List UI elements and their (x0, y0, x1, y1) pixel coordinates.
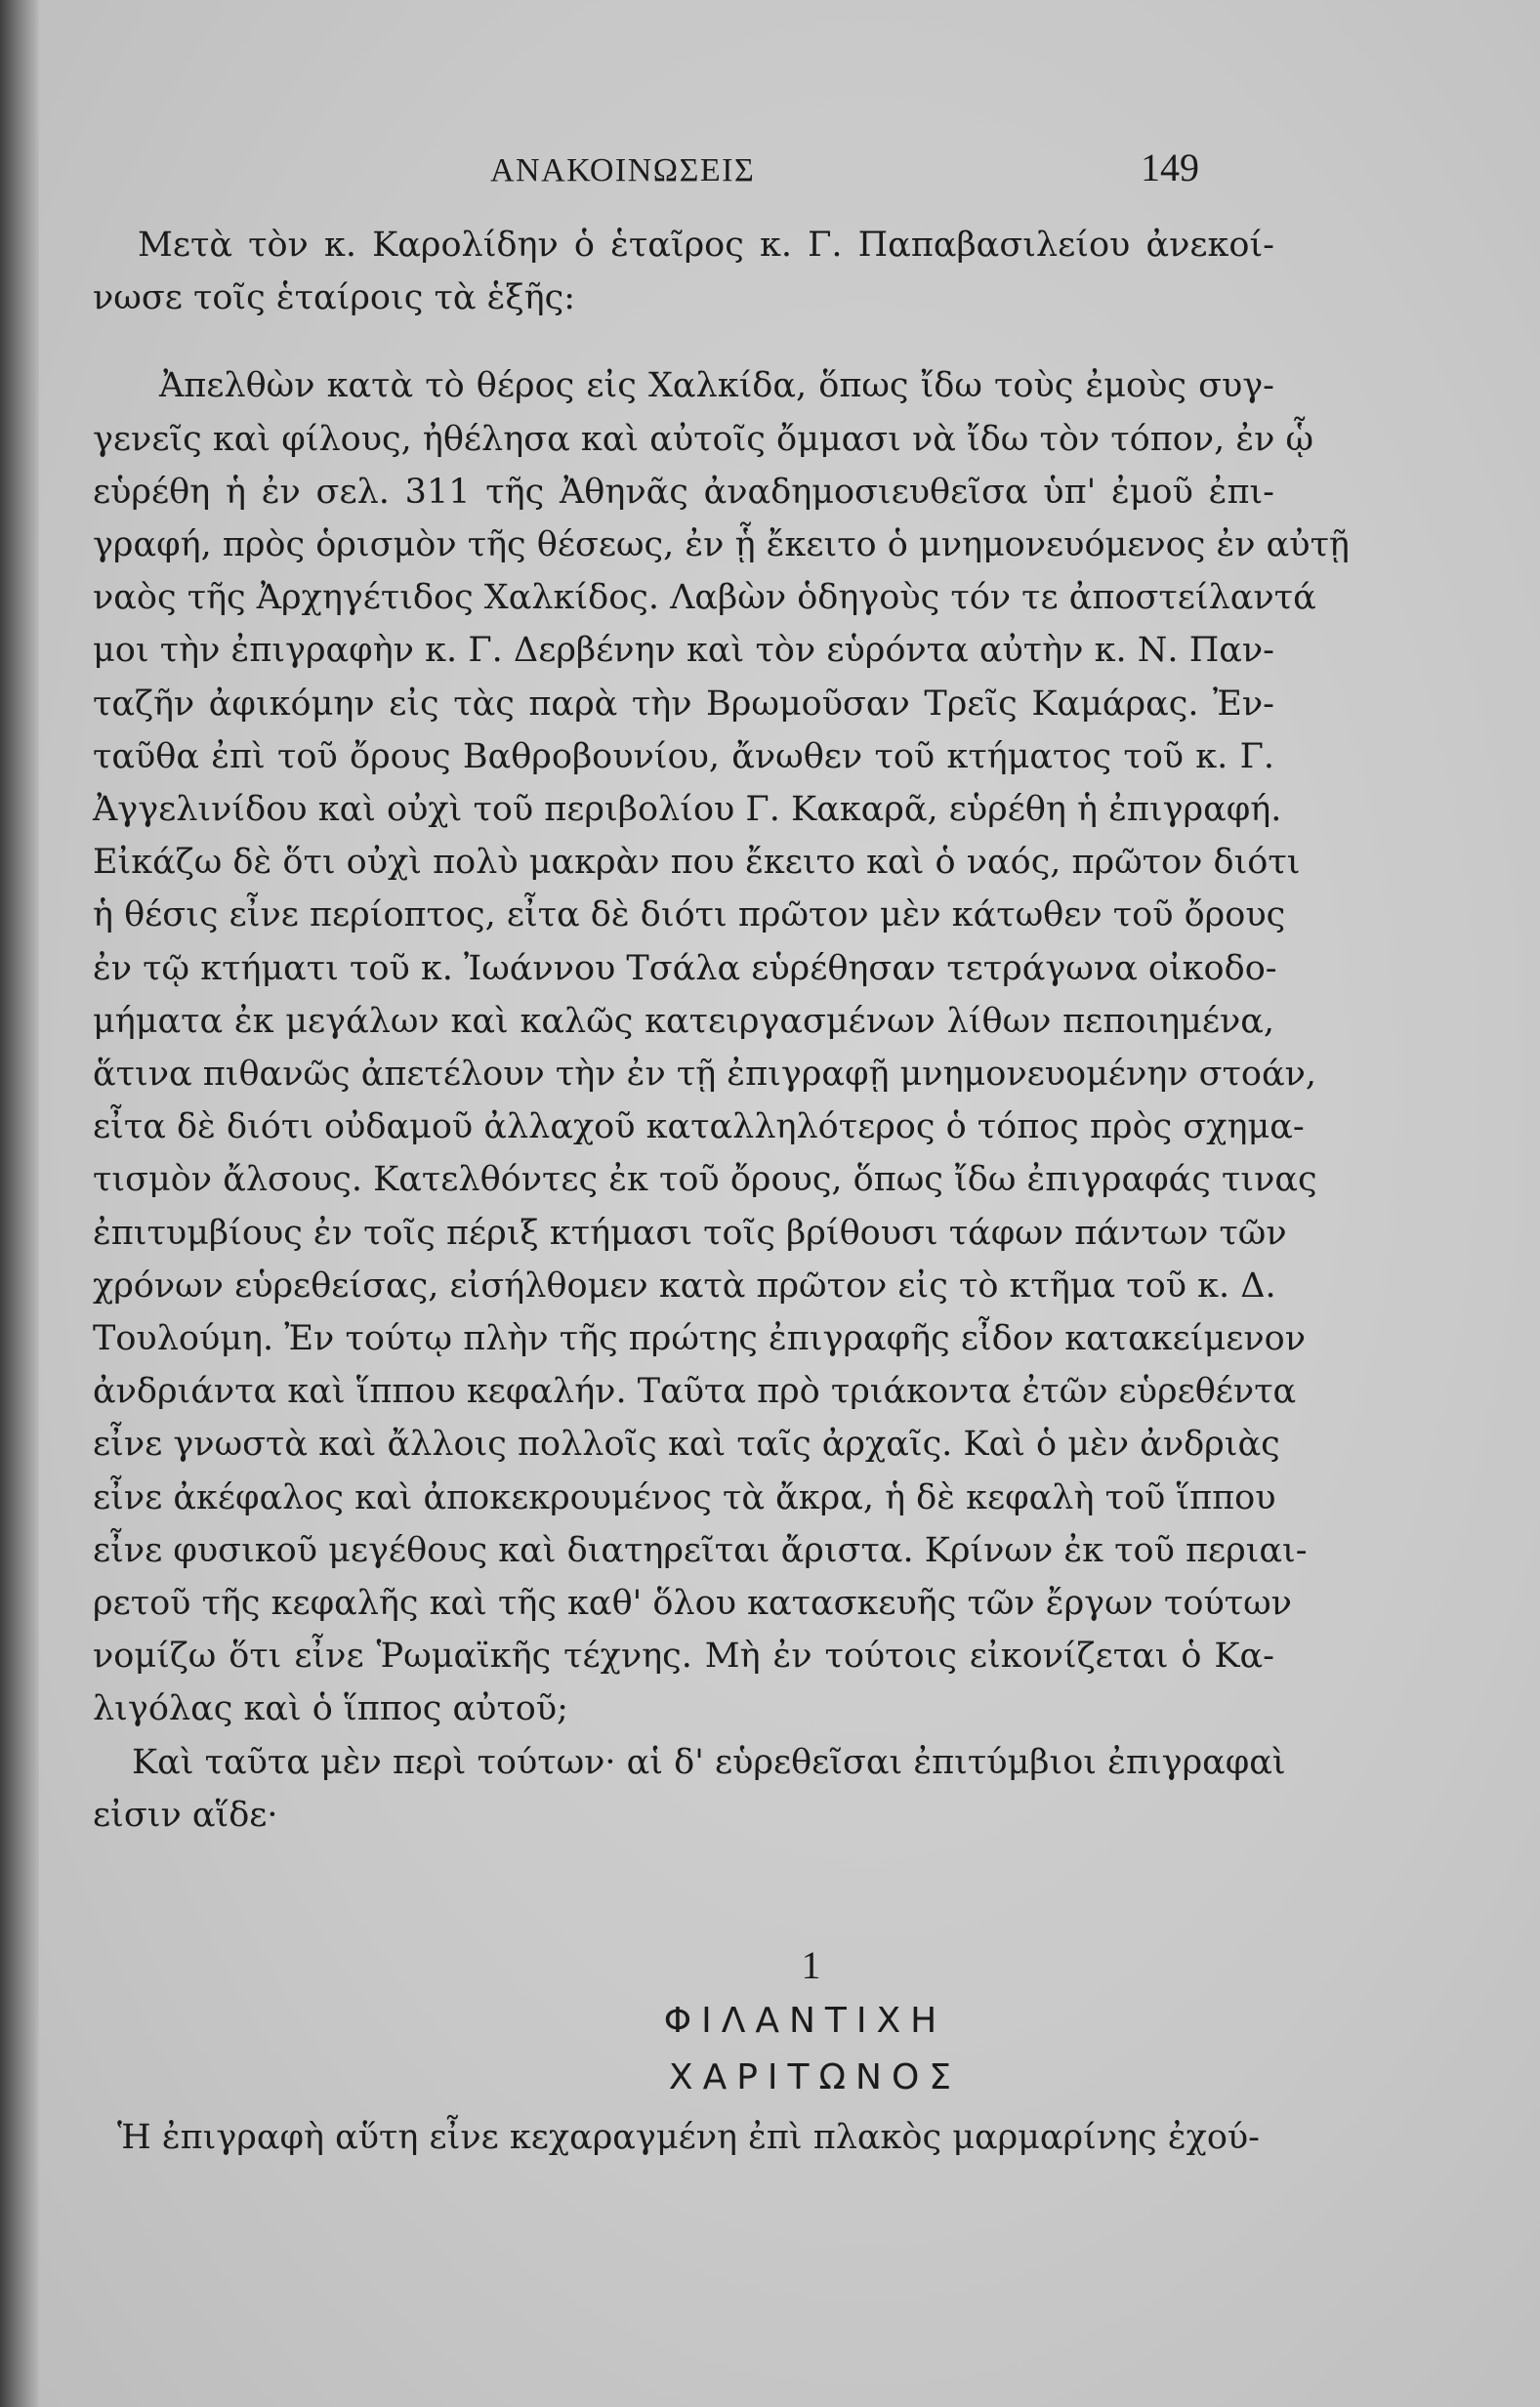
text-line: Ἀπελθὼν κατὰ τὸ θέρος εἰς Χαλκίδα, ὅπως ἴδω τοὺς ἐμοὺς συγ- (159, 366, 1274, 406)
paragraph-inscription-description (117, 2111, 1258, 2164)
inscription-block (39, 1938, 1540, 2106)
text-line: ἅτινα πιθανῶς ἀπετέλουν τὴν ἐν τῇ ἐπιγραφῇ μνημονευομένην στοάν, (93, 1055, 1317, 1095)
running-head-title: ΑΝΑΚΟΙΝΩΣΕΙΣ (490, 152, 756, 188)
text-line: τισμὸν ἄλσους. Κατελθόντες ἐκ τοῦ ὄρους, ὅπως ἴδω ἐπιγραφάς τινας (93, 1160, 1317, 1200)
text-line: Ἡ ἐπιγραφὴ αὕτη εἶνε κεχαραγμένη ἐπὶ πλακὸς μαρμαρίνης ἐχού- (117, 2118, 1260, 2157)
text-line: γενεῖς καὶ φίλους, ἠθέλησα καὶ αὐτοῖς ὄμμασι νὰ ἴδω τὸν τόπον, ἐν ᾧ (93, 419, 1314, 459)
text-line: Εἰκάζω δὲ ὅτι οὐχὶ πολὺ μακρὰν που ἔκειτο καὶ ὁ ναός, πρῶτον διότι (93, 843, 1301, 883)
text-line: ἐν τῷ κτήματι τοῦ κ. Ἰωάννου Τσάλα εὑρέθησαν τετράγωνα οἰκοδο- (93, 948, 1277, 988)
page-number: 149 (1141, 145, 1199, 189)
text-line: νωσε τοῖς ἑταίροις τὰ ἑξῆς: (93, 278, 575, 318)
text-line: ρετοῦ τῆς κεφαλῆς καὶ τῆς καθ' ὅλου κατασκευῆς τῶν ἔργων τούτων (93, 1584, 1292, 1624)
paragraph-intro (93, 219, 1274, 324)
text-line: ἀνδριάντα καὶ ἵππου κεφαλήν. Ταῦτα πρὸ τριάκοντα ἐτῶν εὑρεθέντα (93, 1372, 1297, 1412)
binding-shadow (0, 0, 39, 2407)
inscription-line: ΦΙΛΑΝΤΙΧΗ (663, 2001, 947, 2041)
text-line: εἰσιν αἵδε· (93, 1795, 278, 1835)
text-line: Ἀγγελινίδου καὶ οὐχὶ τοῦ περιβολίου Γ. Κακαρᾶ, εὑρέθη ἡ ἐπιγραφή. (93, 790, 1282, 830)
running-head (39, 145, 1540, 193)
text-line: εἶνε ἀκέφαλος καὶ ἀποκεκρουμένος τὰ ἄκρα, ἡ δὲ κεφαλὴ τοῦ ἵππου (93, 1477, 1276, 1517)
text-line: νομίζω ὅτι εἶνε Ῥωμαϊκῆς τέχνης. Μὴ ἐν τούτοις εἰκονίζεται ὁ Κα- (93, 1637, 1274, 1677)
text-line: ἡ θέσις εἶνε περίοπτος, εἶτα δὲ διότι πρῶτον μὲν κάτωθεν τοῦ ὄρους (93, 895, 1286, 935)
body-text (93, 219, 1350, 1842)
text-line: εὑρέθη ἡ ἐν σελ. 311 τῆς Ἀθηνᾶς ἀναδημοσιευθεῖσα ὑπ' ἐμοῦ ἐπι- (93, 472, 1274, 512)
text-line: Τουλούμη. Ἐν τούτῳ πλὴν τῆς πρώτης ἐπιγραφῆς εἶδον κατακείμενον (93, 1319, 1306, 1359)
inscription-number: 1 (801, 1943, 821, 1987)
inscription-line: ΧΑΡΙΤΩΝΟΣ (668, 2057, 962, 2097)
text-line: ἐπιτυμβίους ἐν τοῖς πέριξ κτήμασι τοῖς βρίθουσι τάφων πάντων τῶν (93, 1213, 1287, 1253)
paragraph-report (93, 359, 1350, 1735)
text-line: μήματα ἐκ μεγάλων καὶ καλῶς κατειργασμένων λίθων πεποιημένα, (93, 1001, 1274, 1041)
paragraph-transition (93, 1736, 1286, 1842)
text-line: εἶτα δὲ διότι οὐδαμοῦ ἀλλαχοῦ καταλληλότερος ὁ τόπος πρὸς σχημα- (93, 1107, 1305, 1147)
text-line: λιγόλας καὶ ὁ ἵππος αὐτοῦ; (93, 1689, 568, 1729)
text-line: Καὶ ταῦτα μὲν περὶ τούτων· αἱ δ' εὑρεθεῖσαι ἐπιτύμβιοι ἐπιγραφαὶ (132, 1742, 1286, 1782)
text-line: ταῦθα ἐπὶ τοῦ ὄρους Βαθροβουνίου, ἄνωθεν τοῦ κτήματος τοῦ κ. Γ. (93, 736, 1274, 776)
text-line: ταζῆν ἀφικόμην εἰς τὰς παρὰ τὴν Βρωμοῦσαν Τρεῖς Καμάρας. Ἐν- (93, 684, 1274, 724)
text-line: χρόνων εὑρεθείσας, εἰσήλθομεν κατὰ πρῶτον εἰς τὸ κτῆμα τοῦ κ. Δ. (93, 1266, 1276, 1306)
book-page (39, 0, 1540, 2407)
text-line: γραφή, πρὸς ὁρισμὸν τῆς θέσεως, ἐν ᾗ ἔκειτο ὁ μνημονευόμενος ἐν αὐτῇ (93, 525, 1350, 565)
text-line: Μετὰ τὸν κ. Καρολίδην ὁ ἑταῖρος κ. Γ. Παπαβασιλείου ἀνεκοί- (138, 226, 1274, 265)
text-line: εἶνε γνωστὰ καὶ ἄλλοις πολλοῖς καὶ ταῖς ἀρχαῖς. Καὶ ὁ μὲν ἀνδριὰς (93, 1425, 1280, 1465)
text-line: μοι τὴν ἐπιγραφὴν κ. Γ. Δερβένην καὶ τὸν εὑρόντα αὐτὴν κ. Ν. Παν- (93, 631, 1274, 671)
text-line: ναὸς τῆς Ἀρχηγέτιδος Χαλκίδος. Λαβὼν ὁδηγοὺς τόν τε ἀποστείλαντά (93, 578, 1316, 618)
text-line: εἶνε φυσικοῦ μεγέθους καὶ διατηρεῖται ἄριστα. Κρίνων ἐκ τοῦ περιαι- (93, 1530, 1308, 1570)
